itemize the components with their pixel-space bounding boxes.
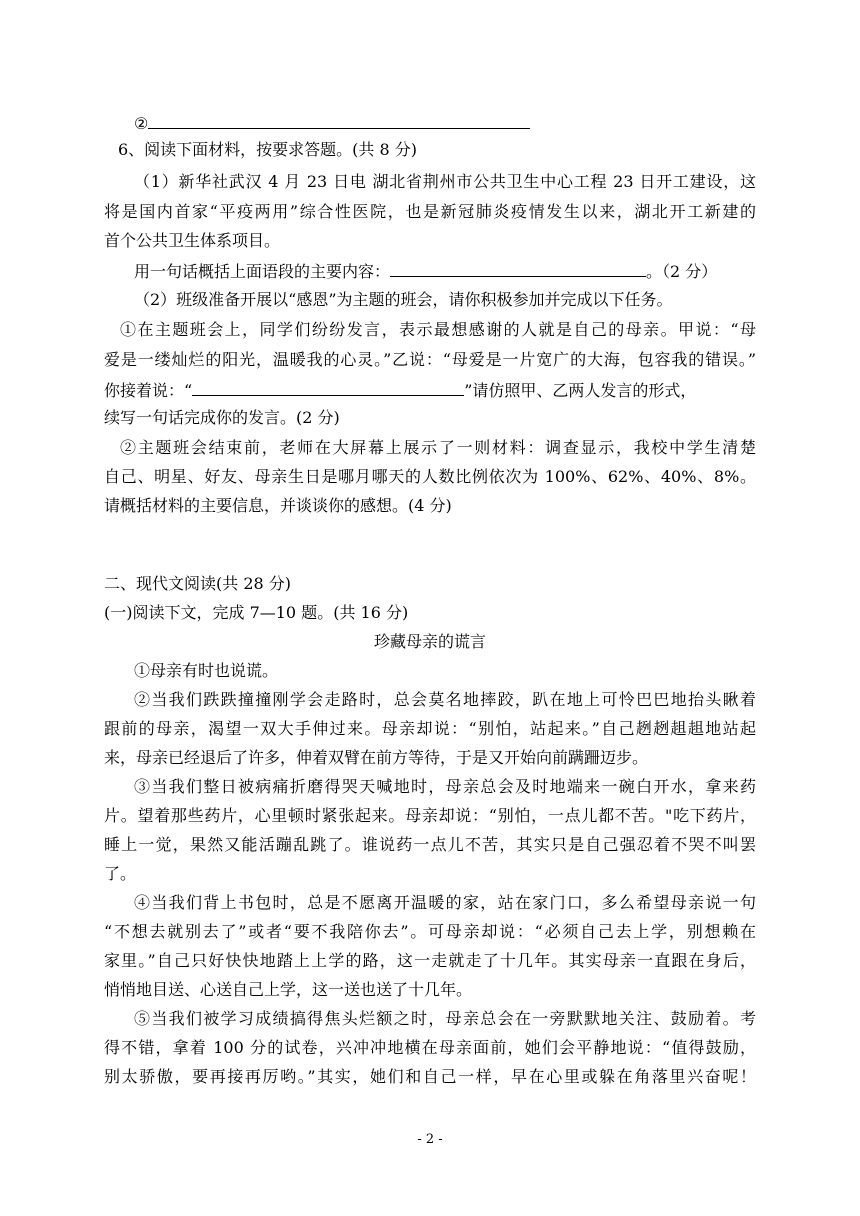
blank-underline[interactable] — [390, 258, 646, 277]
paragraph-3-line4: 了。 — [104, 864, 137, 883]
paragraph-4-line2: “不想去就别去了”或者“要不我陪你去”。可母亲却说：“必须自己去上学，别想赖在 — [104, 922, 756, 941]
q6-part2-intro: （2）班级准备开展以“感恩”为主题的班会，请你积极参加并完成以下任务。 — [134, 290, 673, 309]
q6-task1-line1: ①在主题班会上，同学们纷纷发言，表示最想感谢的人就是自己的母亲。甲说：“母 — [120, 320, 756, 339]
blank-underline[interactable] — [192, 377, 464, 396]
part-1-heading: (一)阅读下文，完成 7—10 题。(共 16 分) — [104, 603, 409, 622]
q6-task1-line4: 续写一句话完成你的发言。(2 分) — [104, 408, 340, 427]
paragraph-3-line2: 片。望着那些药片，心里顿时紧张起来。母亲却说：“别怕，一点儿都不苦。"吃下药片， — [104, 806, 756, 825]
passage-title: 珍藏母亲的谎言 — [373, 632, 486, 651]
paragraph-4-line1: ④当我们背上书包时，总是不愿离开温暖的家，站在家门口，多么希望母亲说一句 — [134, 893, 756, 912]
paragraph-3-line3: 睡上一觉，果然又能活蹦乱跳了。谁说药一点儿不苦，其实只是自己强忍着不哭不叫罢 — [104, 835, 756, 854]
q6-material-line2: 将是国内首家“平疫两用”综合性医院，也是新冠肺炎疫情发生以来，湖北开工新建的 — [104, 202, 756, 221]
section-2-heading: 二、现代文阅读(共 28 分) — [104, 574, 292, 593]
q6-part1-prompt: 用一句话概括上面语段的主要内容： 。（2 分） — [134, 258, 717, 284]
paragraph-2-line2: 跟前的母亲，渴望一双大手伸过来。母亲却说：“别怕，站起来。”自己趔趔趄趄地站起 — [104, 719, 756, 738]
question-6-heading: 6、阅读下面材料，按要求答题。(共 8 分) — [118, 140, 418, 159]
paragraph-1: ①母亲有时也说谎。 — [134, 661, 279, 680]
q6-task1-line3: 你接着说：“ ”请仿照甲、乙两人发言的形式， — [104, 377, 696, 403]
paragraph-5-line1: ⑤当我们被学习成绩搞得焦头烂额之时，母亲总会在一旁默默地关注、鼓励着。考 — [134, 1009, 756, 1028]
page-number: - 2 - — [417, 1132, 443, 1147]
q6-task1-line2: 爱是一缕灿烂的阳光，温暖我的心灵。”乙说：“母爱是一片宽广的大海，包容我的错误。” — [104, 350, 756, 369]
q6-task2-line2: 自己、明星、好友、母亲生日是哪月哪天的人数比例依次为 100%、62%、40%、8%。 — [104, 467, 756, 486]
paragraph-4-line3: 家里。”自己只好快快地踏上上学的路，这一走就走了十几年。其实母亲一直跟在身后， — [104, 951, 756, 970]
q6-task2-line1: ②主题班会结束前，老师在大屏幕上展示了一则材料：调查显示，我校中学生清楚 — [120, 438, 756, 457]
paragraph-2-line1: ②当我们跌跌撞撞刚学会走路时，总会莫名地摔跤，趴在地上可怜巴巴地抬头瞅着 — [134, 690, 756, 709]
q6-material-line1: （1）新华社武汉 4 月 23 日电 湖北省荆州市公共卫生中心工程 23 日开工建设，这 — [134, 172, 756, 191]
blank-underline[interactable] — [148, 110, 530, 129]
paragraph-5-line2: 得不错，拿着 100 分的试卷，兴冲冲地横在母亲面前，她们会平静地说：“值得鼓励， — [104, 1038, 756, 1057]
answer-line-2: ② — [134, 110, 530, 136]
paragraph-5-line3: 别太骄傲，要再接再厉哟。”其实，她们和自己一样，早在心里或躲在角落里兴奋呢！ — [104, 1067, 756, 1086]
paragraph-3-line1: ③当我们整日被病痛折磨得哭天喊地时，母亲总会及时地端来一碗白开水，拿来药 — [134, 777, 756, 796]
paragraph-2-line3: 来，母亲已经退后了许多，伸着双臂在前方等待，于是又开始向前蹒跚迈步。 — [104, 748, 649, 767]
q6-task2-line3: 请概括材料的主要信息，并谈谈你的感想。(4 分) — [104, 496, 452, 515]
paragraph-4-line4: 悄悄地目送、心送自己上学，这一送也送了十几年。 — [104, 980, 473, 999]
q6-material-line3: 首个公共卫生体系项目。 — [104, 231, 281, 250]
